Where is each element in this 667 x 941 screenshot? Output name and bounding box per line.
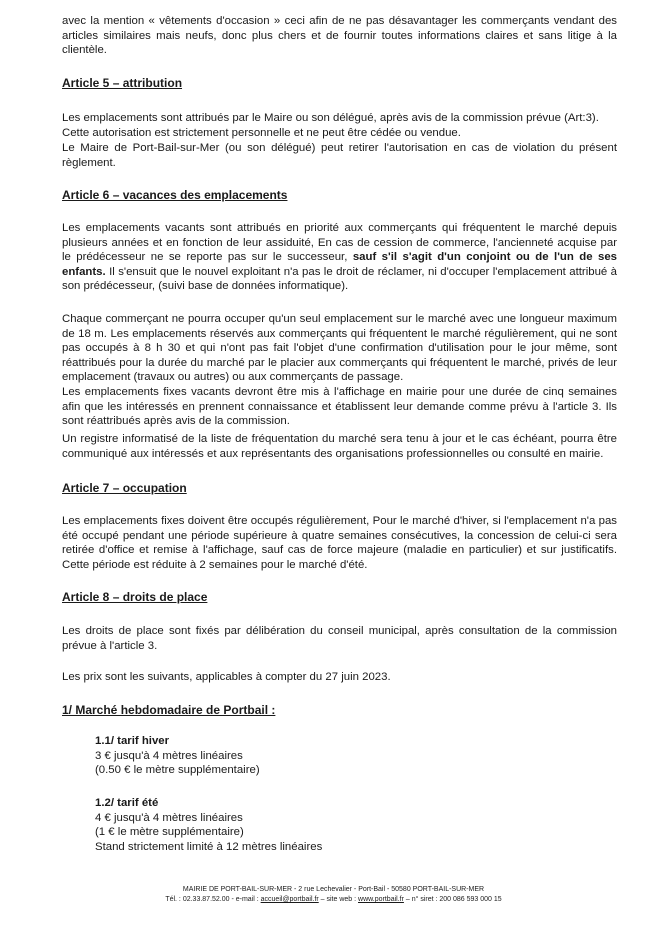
tarif-hiver-line-1: 3 € jusqu'à 4 mètres linéaires: [95, 749, 243, 762]
footer-contact: [0, 895, 667, 905]
section-1-heading: 1/ Marché hebdomadaire de Portbail :: [62, 703, 276, 717]
article-8-paragraph-1: Les droits de place sont fixés par délibération du conseil municipal, après consultation de la commission prévue à l'article 3.: [62, 625, 617, 652]
footer-email-link[interactable]: accueil@portbail.fr: [260, 896, 319, 903]
footer-web-link[interactable]: www.portbail.fr: [358, 896, 404, 903]
article-6-paragraph-2: Chaque commerçant ne pourra occuper qu'un seul emplacement sur le marché avec une longueur maximum de 18 m. Les emplacements réservés aux commerçants qui fréquentent le marché régulièrement, qui ne sont pas occupés à 8 h 30 et qui n'ont pas fait l'objet d'une confirmation d'utilisation pour le jour même, sont réattribués pour la durée du marché par le placier aux commerçants qui fréquentent le marché, privés de leur emplacement (travaux ou autres) ou aux commerçants de passage.: [62, 313, 617, 384]
article-7-paragraph-1: Les emplacements fixes doivent être occupés régulièrement, Pour le marché d'hiver, si l'emplacement n'a pas été occupé pendant une période supérieure à quatre semaines consécutives, la concession de celui-ci sera retirée d'office et remise à l'affichage, sauf cas de force majeure (maladie en particulier) et sur justificatifs. Cette période est réduite à 2 semaines pour le marché d'été.: [62, 515, 617, 571]
article-6-paragraph-1-emphasis: sauf s'il s'agit d'un conjoint ou de l'un de ses enfants.: [62, 251, 617, 278]
article-6-heading: Article 6 – vacances des emplacements: [62, 188, 288, 202]
footer-web-label: – site web :: [318, 896, 359, 903]
tarif-ete-line-3: Stand strictement limité à 12 mètres linéaires: [95, 840, 323, 853]
tarif-ete-title: 1.2/ tarif été: [95, 797, 159, 809]
article-6-paragraph-4: Un registre informatisé de la liste de fréquentation du marché sera tenu à jour et le cas échéant, pourra être communiqué aux intéressés et aux représentants des organisations professionnelles ou consulté en mairie.: [62, 433, 617, 460]
article-6-paragraph-1-text-b: Il s'ensuit que le nouvel exploitant n'a pas le droit de réclamer, ni d'occuper l'emplacement attribué à son prédécesseur, (suivi base de données informatique).: [62, 265, 617, 293]
tarif-hiver-line-2: (0.50 € le mètre supplémentaire): [95, 764, 260, 777]
article-6-paragraph-3: Les emplacements fixes vacants devront être mis à l'affichage en mairie pour une durée de cinq semaines afin que les intéressés en prennent connaissance et établissent leur demande comme prévu à l'article 3. Ils sont réattribués après avis de la commission.: [62, 386, 617, 428]
tarif-ete-line-2: (1 € le mètre supplémentaire): [95, 826, 244, 839]
footer-tel: Tél. : 02.33.87.52.00 - e-mail :: [165, 896, 261, 903]
tarif-ete-block: [95, 796, 322, 854]
article-6-paragraph-1: [62, 221, 617, 294]
article-8-heading: Article 8 – droits de place: [62, 590, 208, 604]
article-6-paragraph-1-text-a: Les emplacements vacants sont attribués en priorité aux commerçants qui fréquentent le marché depuis plusieurs années et en fonction de leur assiduité, En cas de cession de commerce, l'ancienneté acquise par le prédécesseur ne se reporte pas sur le successeur,: [62, 222, 617, 264]
page-footer: [0, 885, 667, 905]
footer-address: MAIRIE DE PORT-BAIL-SUR-MER - 2 rue Lechevalier - Port-Bail - 50580 PORT-BAIL-SUR-MER: [182, 886, 485, 893]
article-7-heading: Article 7 – occupation: [62, 481, 187, 495]
footer-siret: – n° siret : 200 086 593 000 15: [403, 896, 502, 903]
article-5-paragraph-1: Les emplacements sont attribués par le Maire ou son délégué, après avis de la commission prévue (Art:3).: [62, 112, 599, 124]
article-5-heading: Article 5 – attribution: [62, 76, 183, 90]
article-5-paragraph-3: Le Maire de Port-Bail-sur-Mer (ou son délégué) peut retirer l'autorisation en cas de violation du présent règlement.: [62, 142, 617, 169]
article-5-paragraph-2: Cette autorisation est strictement personnelle et ne peut être cédée ou vendue.: [62, 127, 461, 139]
intro-paragraph: avec la mention « vêtements d'occasion » ceci afin de ne pas désavantager les commerçants vendant des articles similaires mais neufs, donc plus chers et de fournir toutes informations claires et sans litige à la clientèle.: [62, 15, 617, 57]
tarif-hiver-title: 1.1/ tarif hiver: [95, 735, 170, 747]
tarif-ete-line-1: 4 € jusqu'à 4 mètres linéaires: [95, 811, 243, 824]
article-8-paragraph-2: Les prix sont les suivants, applicables à compter du 27 juin 2023.: [62, 671, 391, 683]
tarif-hiver-block: [95, 734, 260, 778]
